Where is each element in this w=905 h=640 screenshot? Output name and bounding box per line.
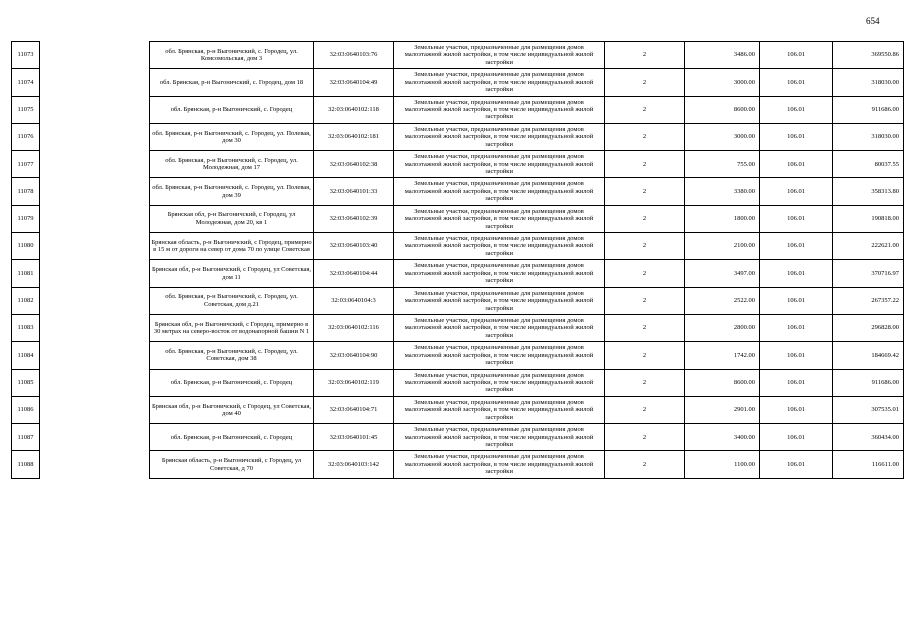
table-row	[12, 424, 904, 451]
cadastral-value-cell: 358313.80	[833, 178, 904, 205]
cadastral-value-cell: 318030.00	[833, 123, 904, 150]
land-use-cell: Земельные участки, предназначенные для размещения домов малоэтажной жилой застройки, в том числе индивидуальной жилой застройки	[394, 42, 605, 69]
row-number-cell: 11080	[12, 233, 40, 260]
land-use-cell: Земельные участки, предназначенные для размещения домов малоэтажной жилой застройки, в том числе индивидуальной жилой застройки	[394, 96, 605, 123]
page-number: 654	[866, 16, 880, 26]
category-cell: 2	[605, 342, 685, 369]
category-cell: 2	[605, 314, 685, 341]
cadastral-value-cell: 360434.00	[833, 424, 904, 451]
rate-cell: 106.01	[760, 123, 833, 150]
spacer-cell	[40, 96, 150, 123]
address-cell: обл. Брянская, р-н Выгоничский, с. Городец	[150, 369, 314, 396]
cadastral-number-cell: 32:03:0640101:33	[314, 178, 394, 205]
land-use-cell: Земельные участки, предназначенные для размещения домов малоэтажной жилой застройки, в том числе индивидуальной жилой застройки	[394, 396, 605, 423]
table-row	[12, 233, 904, 260]
cadastral-number-cell: 32:03:0640104:49	[314, 69, 394, 96]
cadastral-number-cell: 32:03:0640102:181	[314, 123, 394, 150]
land-use-cell: Земельные участки, предназначенные для размещения домов малоэтажной жилой застройки, в том числе индивидуальной жилой застройки	[394, 424, 605, 451]
cadastral-value-cell: 911686.00	[833, 96, 904, 123]
spacer-cell	[40, 396, 150, 423]
rate-cell: 106.01	[760, 233, 833, 260]
rate-cell: 106.01	[760, 205, 833, 232]
row-number-cell: 11075	[12, 96, 40, 123]
spacer-cell	[40, 451, 150, 478]
category-cell: 2	[605, 369, 685, 396]
category-cell: 2	[605, 205, 685, 232]
address-cell: Брянская обл, р-н Выгоничский, с Городец, примерно в 30 метрах на северо-восток от водонапорной башни N 1	[150, 314, 314, 341]
land-use-cell: Земельные участки, предназначенные для размещения домов малоэтажной жилой застройки, в том числе индивидуальной жилой застройки	[394, 260, 605, 287]
spacer-cell	[40, 314, 150, 341]
area-cell: 1100.00	[685, 451, 760, 478]
table-row	[12, 451, 904, 478]
rate-cell: 106.01	[760, 424, 833, 451]
spacer-cell	[40, 69, 150, 96]
spacer-cell	[40, 178, 150, 205]
rate-cell: 106.01	[760, 260, 833, 287]
row-number-cell: 11084	[12, 342, 40, 369]
row-number-cell: 11086	[12, 396, 40, 423]
rate-cell: 106.01	[760, 314, 833, 341]
area-cell: 755.00	[685, 151, 760, 178]
cadastral-number-cell: 32:03:0640103:142	[314, 451, 394, 478]
land-use-cell: Земельные участки, предназначенные для размещения домов малоэтажной жилой застройки, в том числе индивидуальной жилой застройки	[394, 233, 605, 260]
address-cell: обл. Брянская, р-н Выгоничский, с. Городец	[150, 424, 314, 451]
cadastral-number-cell: 32:03:0640102:119	[314, 369, 394, 396]
category-cell: 2	[605, 260, 685, 287]
table-row	[12, 369, 904, 396]
spacer-cell	[40, 424, 150, 451]
address-cell: обл. Брянская, р-н Выгоничский, с. Городец, ул. Комсомольская, дом 3	[150, 42, 314, 69]
area-cell: 2100.00	[685, 233, 760, 260]
land-use-cell: Земельные участки, предназначенные для размещения домов малоэтажной жилой застройки, в том числе индивидуальной жилой застройки	[394, 123, 605, 150]
cadastral-number-cell: 32:03:0640102:118	[314, 96, 394, 123]
rate-cell: 106.01	[760, 178, 833, 205]
area-cell: 1800.00	[685, 205, 760, 232]
cadastral-number-cell: 32:03:0640102:39	[314, 205, 394, 232]
cadastral-number-cell: 32:03:0640103:40	[314, 233, 394, 260]
cadastral-value-cell: 267357.22	[833, 287, 904, 314]
category-cell: 2	[605, 151, 685, 178]
cadastral-number-cell: 32:03:0640104:71	[314, 396, 394, 423]
table-row	[12, 314, 904, 341]
area-cell: 3000.00	[685, 123, 760, 150]
rate-cell: 106.01	[760, 396, 833, 423]
area-cell: 3497.00	[685, 260, 760, 287]
table-row	[12, 260, 904, 287]
row-number-cell: 11079	[12, 205, 40, 232]
spacer-cell	[40, 342, 150, 369]
category-cell: 2	[605, 96, 685, 123]
land-use-cell: Земельные участки, предназначенные для размещения домов малоэтажной жилой застройки, в том числе индивидуальной жилой застройки	[394, 151, 605, 178]
row-number-cell: 11087	[12, 424, 40, 451]
table-row	[12, 205, 904, 232]
address-cell: Брянская область, р-н Выгоничский, с Городец, примерно в 15 м от дороги на север от дома 70 по улице Советская	[150, 233, 314, 260]
table-row	[12, 123, 904, 150]
area-cell: 8600.00	[685, 96, 760, 123]
spacer-cell	[40, 42, 150, 69]
address-cell: обл. Брянская, р-н Выгоничский, с. Городец, ул. Полевая, дом 39	[150, 178, 314, 205]
table-row	[12, 287, 904, 314]
row-number-cell: 11081	[12, 260, 40, 287]
area-cell: 3380.00	[685, 178, 760, 205]
address-cell: обл. Брянская, р-н Выгоничский, с. Городец, ул. Молодежная, дом 17	[150, 151, 314, 178]
cadastral-value-cell: 296828.00	[833, 314, 904, 341]
rate-cell: 106.01	[760, 342, 833, 369]
land-use-cell: Земельные участки, предназначенные для размещения домов малоэтажной жилой застройки, в том числе индивидуальной жилой застройки	[394, 205, 605, 232]
cadastral-value-cell: 116611.00	[833, 451, 904, 478]
category-cell: 2	[605, 451, 685, 478]
cadastral-number-cell: 32:03:0640104:90	[314, 342, 394, 369]
table-row	[12, 178, 904, 205]
spacer-cell	[40, 123, 150, 150]
cadastral-number-cell: 32:03:0640102:116	[314, 314, 394, 341]
address-cell: обл. Брянская, р-н Выгоничский, с. Городец, дом 18	[150, 69, 314, 96]
spacer-cell	[40, 287, 150, 314]
address-cell: обл. Брянская, р-н Выгоничский, с. Городец, ул. Советская, дом д.21	[150, 287, 314, 314]
category-cell: 2	[605, 69, 685, 96]
land-use-cell: Земельные участки, предназначенные для размещения домов малоэтажной жилой застройки, в том числе индивидуальной жилой застройки	[394, 178, 605, 205]
category-cell: 2	[605, 424, 685, 451]
table-row	[12, 69, 904, 96]
table-row	[12, 96, 904, 123]
land-use-cell: Земельные участки, предназначенные для размещения домов малоэтажной жилой застройки, в том числе индивидуальной жилой застройки	[394, 451, 605, 478]
row-number-cell: 11077	[12, 151, 40, 178]
rate-cell: 106.01	[760, 451, 833, 478]
cadastral-value-cell: 222621.00	[833, 233, 904, 260]
category-cell: 2	[605, 396, 685, 423]
spacer-cell	[40, 233, 150, 260]
address-cell: Брянская обл, р-н Выгоничский, с Городец, ул Советская, дом 40	[150, 396, 314, 423]
area-cell: 1742.00	[685, 342, 760, 369]
cadastral-value-cell: 369550.86	[833, 42, 904, 69]
row-number-cell: 11078	[12, 178, 40, 205]
cadastral-value-cell: 318030.00	[833, 69, 904, 96]
table-row	[12, 396, 904, 423]
address-cell: Брянская обл, р-н Выгоничский, с Городец, ул Молодежная, дом 20, кв 1	[150, 205, 314, 232]
area-cell: 3400.00	[685, 424, 760, 451]
area-cell: 3486.00	[685, 42, 760, 69]
rate-cell: 106.01	[760, 151, 833, 178]
cadastral-number-cell: 32:03:0640102:38	[314, 151, 394, 178]
land-use-cell: Земельные участки, предназначенные для размещения домов малоэтажной жилой застройки, в том числе индивидуальной жилой застройки	[394, 69, 605, 96]
area-cell: 2522.00	[685, 287, 760, 314]
address-cell: Брянская обл, р-н Выгоничский, с Городец, ул Советская, дом 11	[150, 260, 314, 287]
category-cell: 2	[605, 123, 685, 150]
rate-cell: 106.01	[760, 69, 833, 96]
spacer-cell	[40, 369, 150, 396]
cadastral-value-cell: 184669.42	[833, 342, 904, 369]
rate-cell: 106.01	[760, 369, 833, 396]
row-number-cell: 11088	[12, 451, 40, 478]
rate-cell: 106.01	[760, 287, 833, 314]
category-cell: 2	[605, 233, 685, 260]
table-row	[12, 42, 904, 69]
row-number-cell: 11083	[12, 314, 40, 341]
land-registry-table	[11, 41, 904, 479]
cadastral-value-cell: 911686.00	[833, 369, 904, 396]
category-cell: 2	[605, 287, 685, 314]
category-cell: 2	[605, 42, 685, 69]
cadastral-value-cell: 190818.00	[833, 205, 904, 232]
address-cell: Брянская область, р-н Выгоничский, с Городец, ул Советская, д 70	[150, 451, 314, 478]
category-cell: 2	[605, 178, 685, 205]
area-cell: 2901.00	[685, 396, 760, 423]
land-use-cell: Земельные участки, предназначенные для размещения домов малоэтажной жилой застройки, в том числе индивидуальной жилой застройки	[394, 342, 605, 369]
cadastral-number-cell: 32:03:0640101:45	[314, 424, 394, 451]
cadastral-number-cell: 32:03:0640104:44	[314, 260, 394, 287]
table-row	[12, 342, 904, 369]
cadastral-value-cell: 307535.01	[833, 396, 904, 423]
area-cell: 8600.00	[685, 369, 760, 396]
spacer-cell	[40, 205, 150, 232]
spacer-cell	[40, 151, 150, 178]
address-cell: обл. Брянская, р-н Выгоничский, с. Городец, ул. Полевая, дом 30	[150, 123, 314, 150]
land-use-cell: Земельные участки, предназначенные для размещения домов малоэтажной жилой застройки, в том числе индивидуальной жилой застройки	[394, 369, 605, 396]
cadastral-value-cell: 370716.97	[833, 260, 904, 287]
row-number-cell: 11074	[12, 69, 40, 96]
land-use-cell: Земельные участки, предназначенные для размещения домов малоэтажной жилой застройки, в том числе индивидуальной жилой застройки	[394, 287, 605, 314]
row-number-cell: 11082	[12, 287, 40, 314]
cadastral-value-cell: 80037.55	[833, 151, 904, 178]
cadastral-number-cell: 32:03:0640104:3	[314, 287, 394, 314]
address-cell: обл. Брянская, р-н Выгоничский, с. Городец, ул. Советская, дом 38	[150, 342, 314, 369]
row-number-cell: 11076	[12, 123, 40, 150]
area-cell: 3000.00	[685, 69, 760, 96]
address-cell: обл. Брянская, р-н Выгоничский, с. Городец	[150, 96, 314, 123]
table-body	[12, 42, 904, 479]
spacer-cell	[40, 260, 150, 287]
rate-cell: 106.01	[760, 42, 833, 69]
rate-cell: 106.01	[760, 96, 833, 123]
row-number-cell: 11085	[12, 369, 40, 396]
table-row	[12, 151, 904, 178]
cadastral-number-cell: 32:03:0640103:76	[314, 42, 394, 69]
row-number-cell: 11073	[12, 42, 40, 69]
area-cell: 2800.00	[685, 314, 760, 341]
land-use-cell: Земельные участки, предназначенные для размещения домов малоэтажной жилой застройки, в том числе индивидуальной жилой застройки	[394, 314, 605, 341]
